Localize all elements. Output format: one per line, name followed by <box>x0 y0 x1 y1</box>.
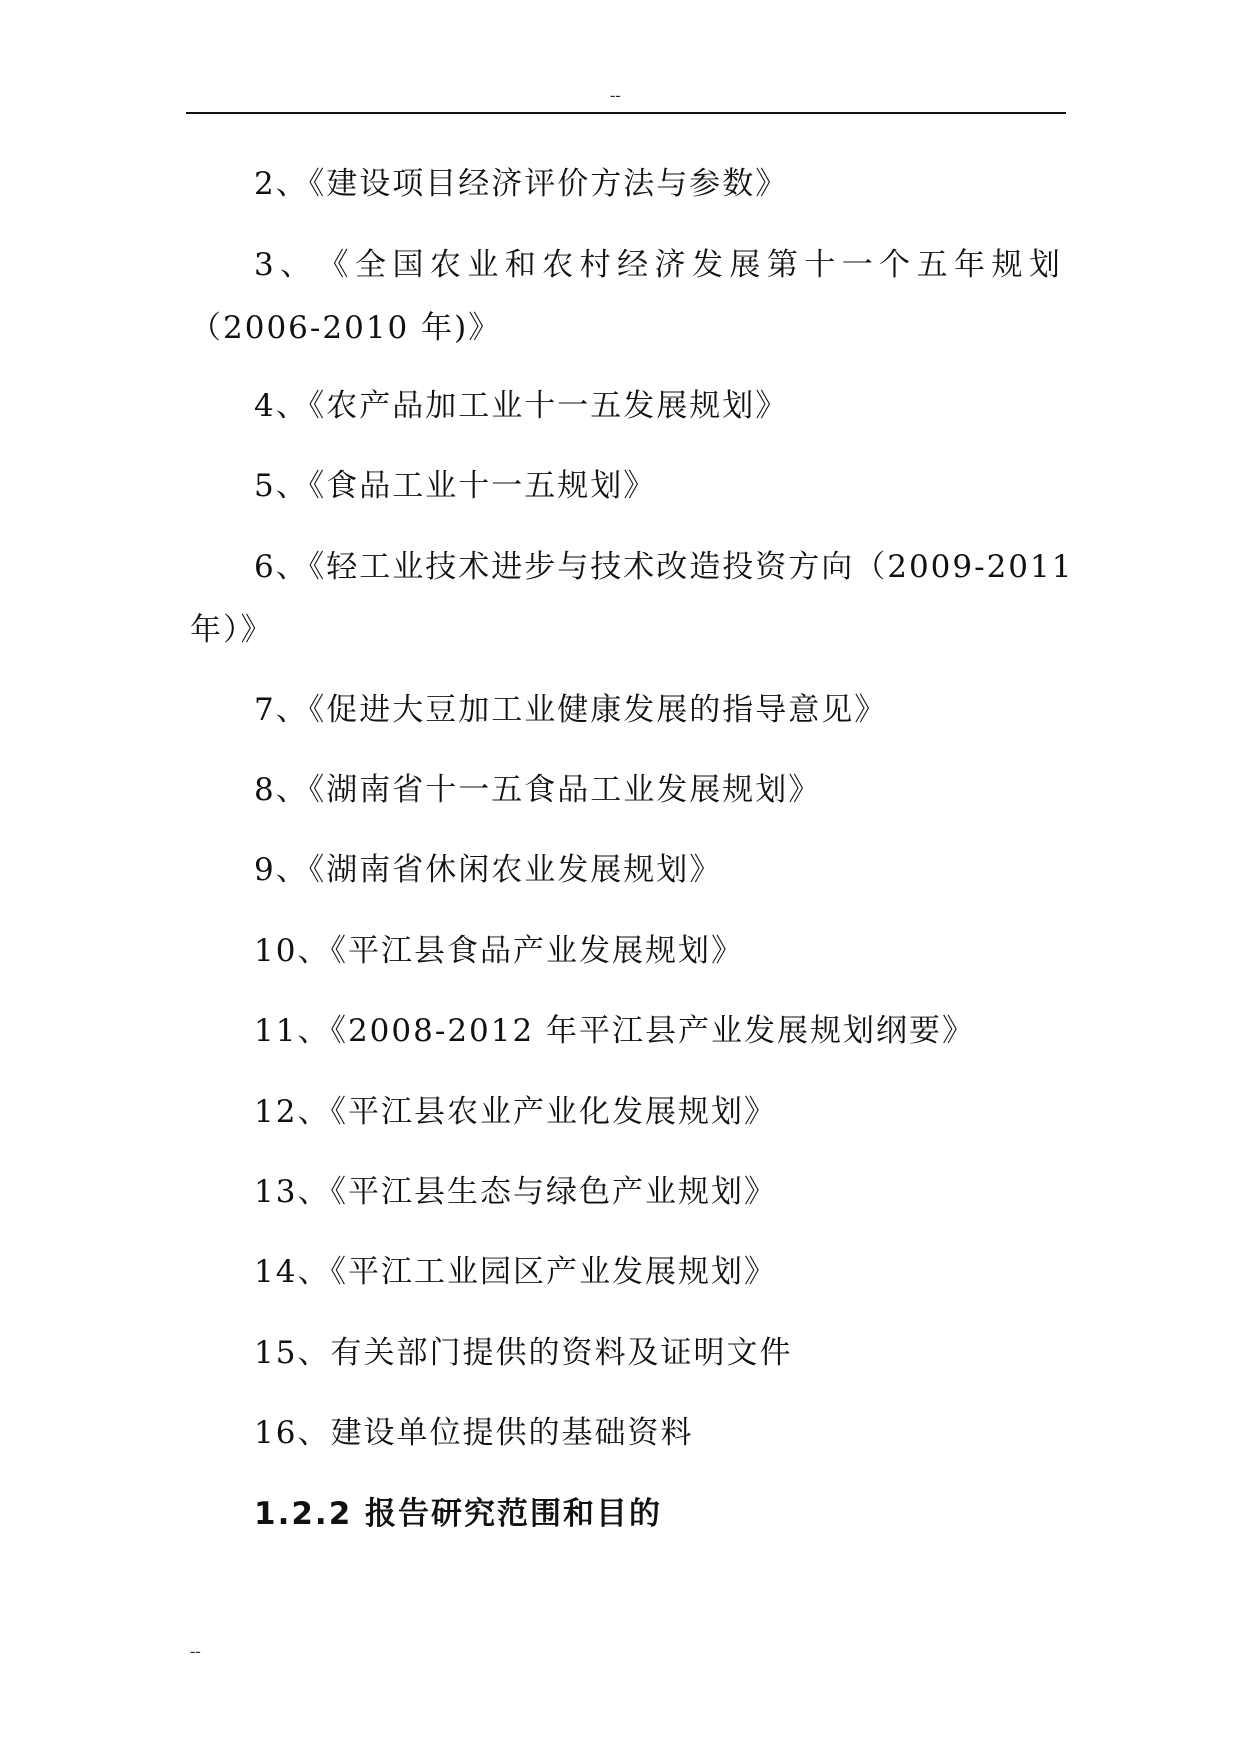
list-item: 6、《轻工业技术进步与技术改造投资方向（2009-2011 <box>254 549 1074 585</box>
list-item: 16、建设单位提供的基础资料 <box>254 1415 694 1451</box>
list-item: 8、《湖南省十一五食品工业发展规划》 <box>254 772 822 808</box>
list-item: 14、《平江工业园区产业发展规划》 <box>254 1254 777 1290</box>
list-item: 15、有关部门提供的资料及证明文件 <box>254 1335 793 1371</box>
list-item-continuation: （2006-2010 年)》 <box>190 310 502 346</box>
page-footer-mark: -- <box>190 1643 201 1660</box>
list-item: 5、《食品工业十一五规划》 <box>254 468 657 504</box>
header-rule <box>186 112 1066 114</box>
list-item: 11、《2008-2012 年平江县产业发展规划纲要》 <box>254 1013 976 1049</box>
list-item: 10、《平江县食品产业发展规划》 <box>254 933 744 969</box>
list-item: 9、《湖南省休闲农业发展规划》 <box>254 852 723 888</box>
list-item: 13、《平江县生态与绿色产业规划》 <box>254 1174 777 1210</box>
list-item-continuation: 年）》 <box>190 612 274 648</box>
page-header-mark: -- <box>610 87 621 104</box>
list-item: 2、《建设项目经济评价方法与参数》 <box>254 166 789 202</box>
list-item: 12、《平江县农业产业化发展规划》 <box>254 1094 777 1130</box>
list-item-justified: 3 、 《 全 国 农 业 和 农 村 经 济 发 展 第 十 一 个 五 年 规 划 <box>254 247 1060 283</box>
section-heading: 1.2.2 报告研究范围和目的 <box>254 1496 663 1532</box>
list-item: 4、《农产品加工业十一五发展规划》 <box>254 388 789 424</box>
list-item: 7、《促进大豆加工业健康发展的指导意见》 <box>254 692 888 728</box>
